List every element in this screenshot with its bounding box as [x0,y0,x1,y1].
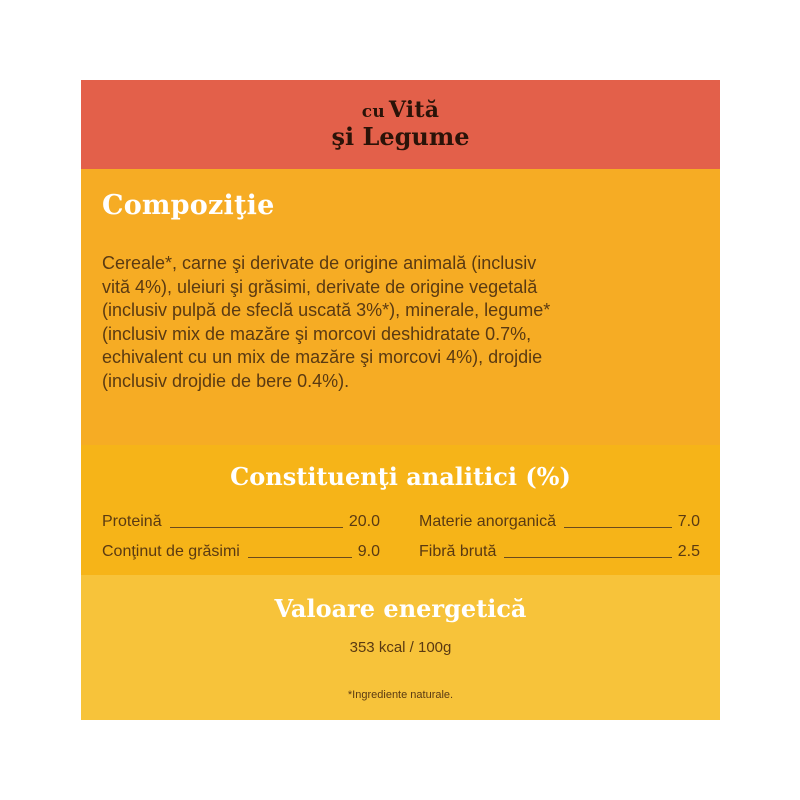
composition-line: echivalent cu un mix de mazăre şi morcovi 4%), drojdie [102,347,543,368]
variant-name: Vită [388,97,440,124]
nutrition-label [81,80,720,720]
energy-heading: Valoare energetică [274,594,527,623]
analytical-value: 2.5 [677,543,700,560]
composition-heading: Compoziţie [102,190,275,221]
footnote: *Ingrediente naturale. [347,689,454,701]
analytical-label: Materie anorganică [419,513,556,530]
analytical-heading: Constituenţi analitici (%) [230,462,571,491]
analytical-row-fat [102,543,380,561]
analytical-row-protein [102,513,380,531]
variant-title-line2: şi Legume [331,122,470,152]
composition-line: (inclusiv mix de mazăre şi morcovi deshidratate 0.7%, [102,323,532,344]
composition-text [102,252,702,394]
variant-title-line1 [362,99,439,122]
composition-line: (inclusiv pulpă de sfeclă uscată 3%*), minerale, legume* [102,300,551,321]
analytical-label: Proteină [102,513,162,530]
analytical-value: 20.0 [348,513,380,530]
product-variant-band [81,80,720,169]
variant-prefix: cu [361,102,385,123]
leader-line [248,556,352,558]
energy-value: 353 kcal / 100g [349,639,452,656]
analytical-label: Fibră brută [419,543,497,560]
composition-line: Cereale*, carne şi derivate de origine animală (inclusiv [102,253,537,273]
analytical-value: 9.0 [357,543,380,560]
analytical-value: 7.0 [677,513,700,530]
analytical-row-ash [419,513,700,531]
composition-line: vită 4%), uleiuri şi grăsimi, derivate de origine vegetală [102,276,538,297]
composition-line: (inclusiv drojdie de bere 0.4%). [102,370,350,391]
leader-line [170,526,343,528]
analytical-row-fibre [419,543,700,561]
leader-line [504,556,671,558]
leader-line [564,526,672,528]
analytical-label: Conţinut de grăsimi [102,543,240,560]
